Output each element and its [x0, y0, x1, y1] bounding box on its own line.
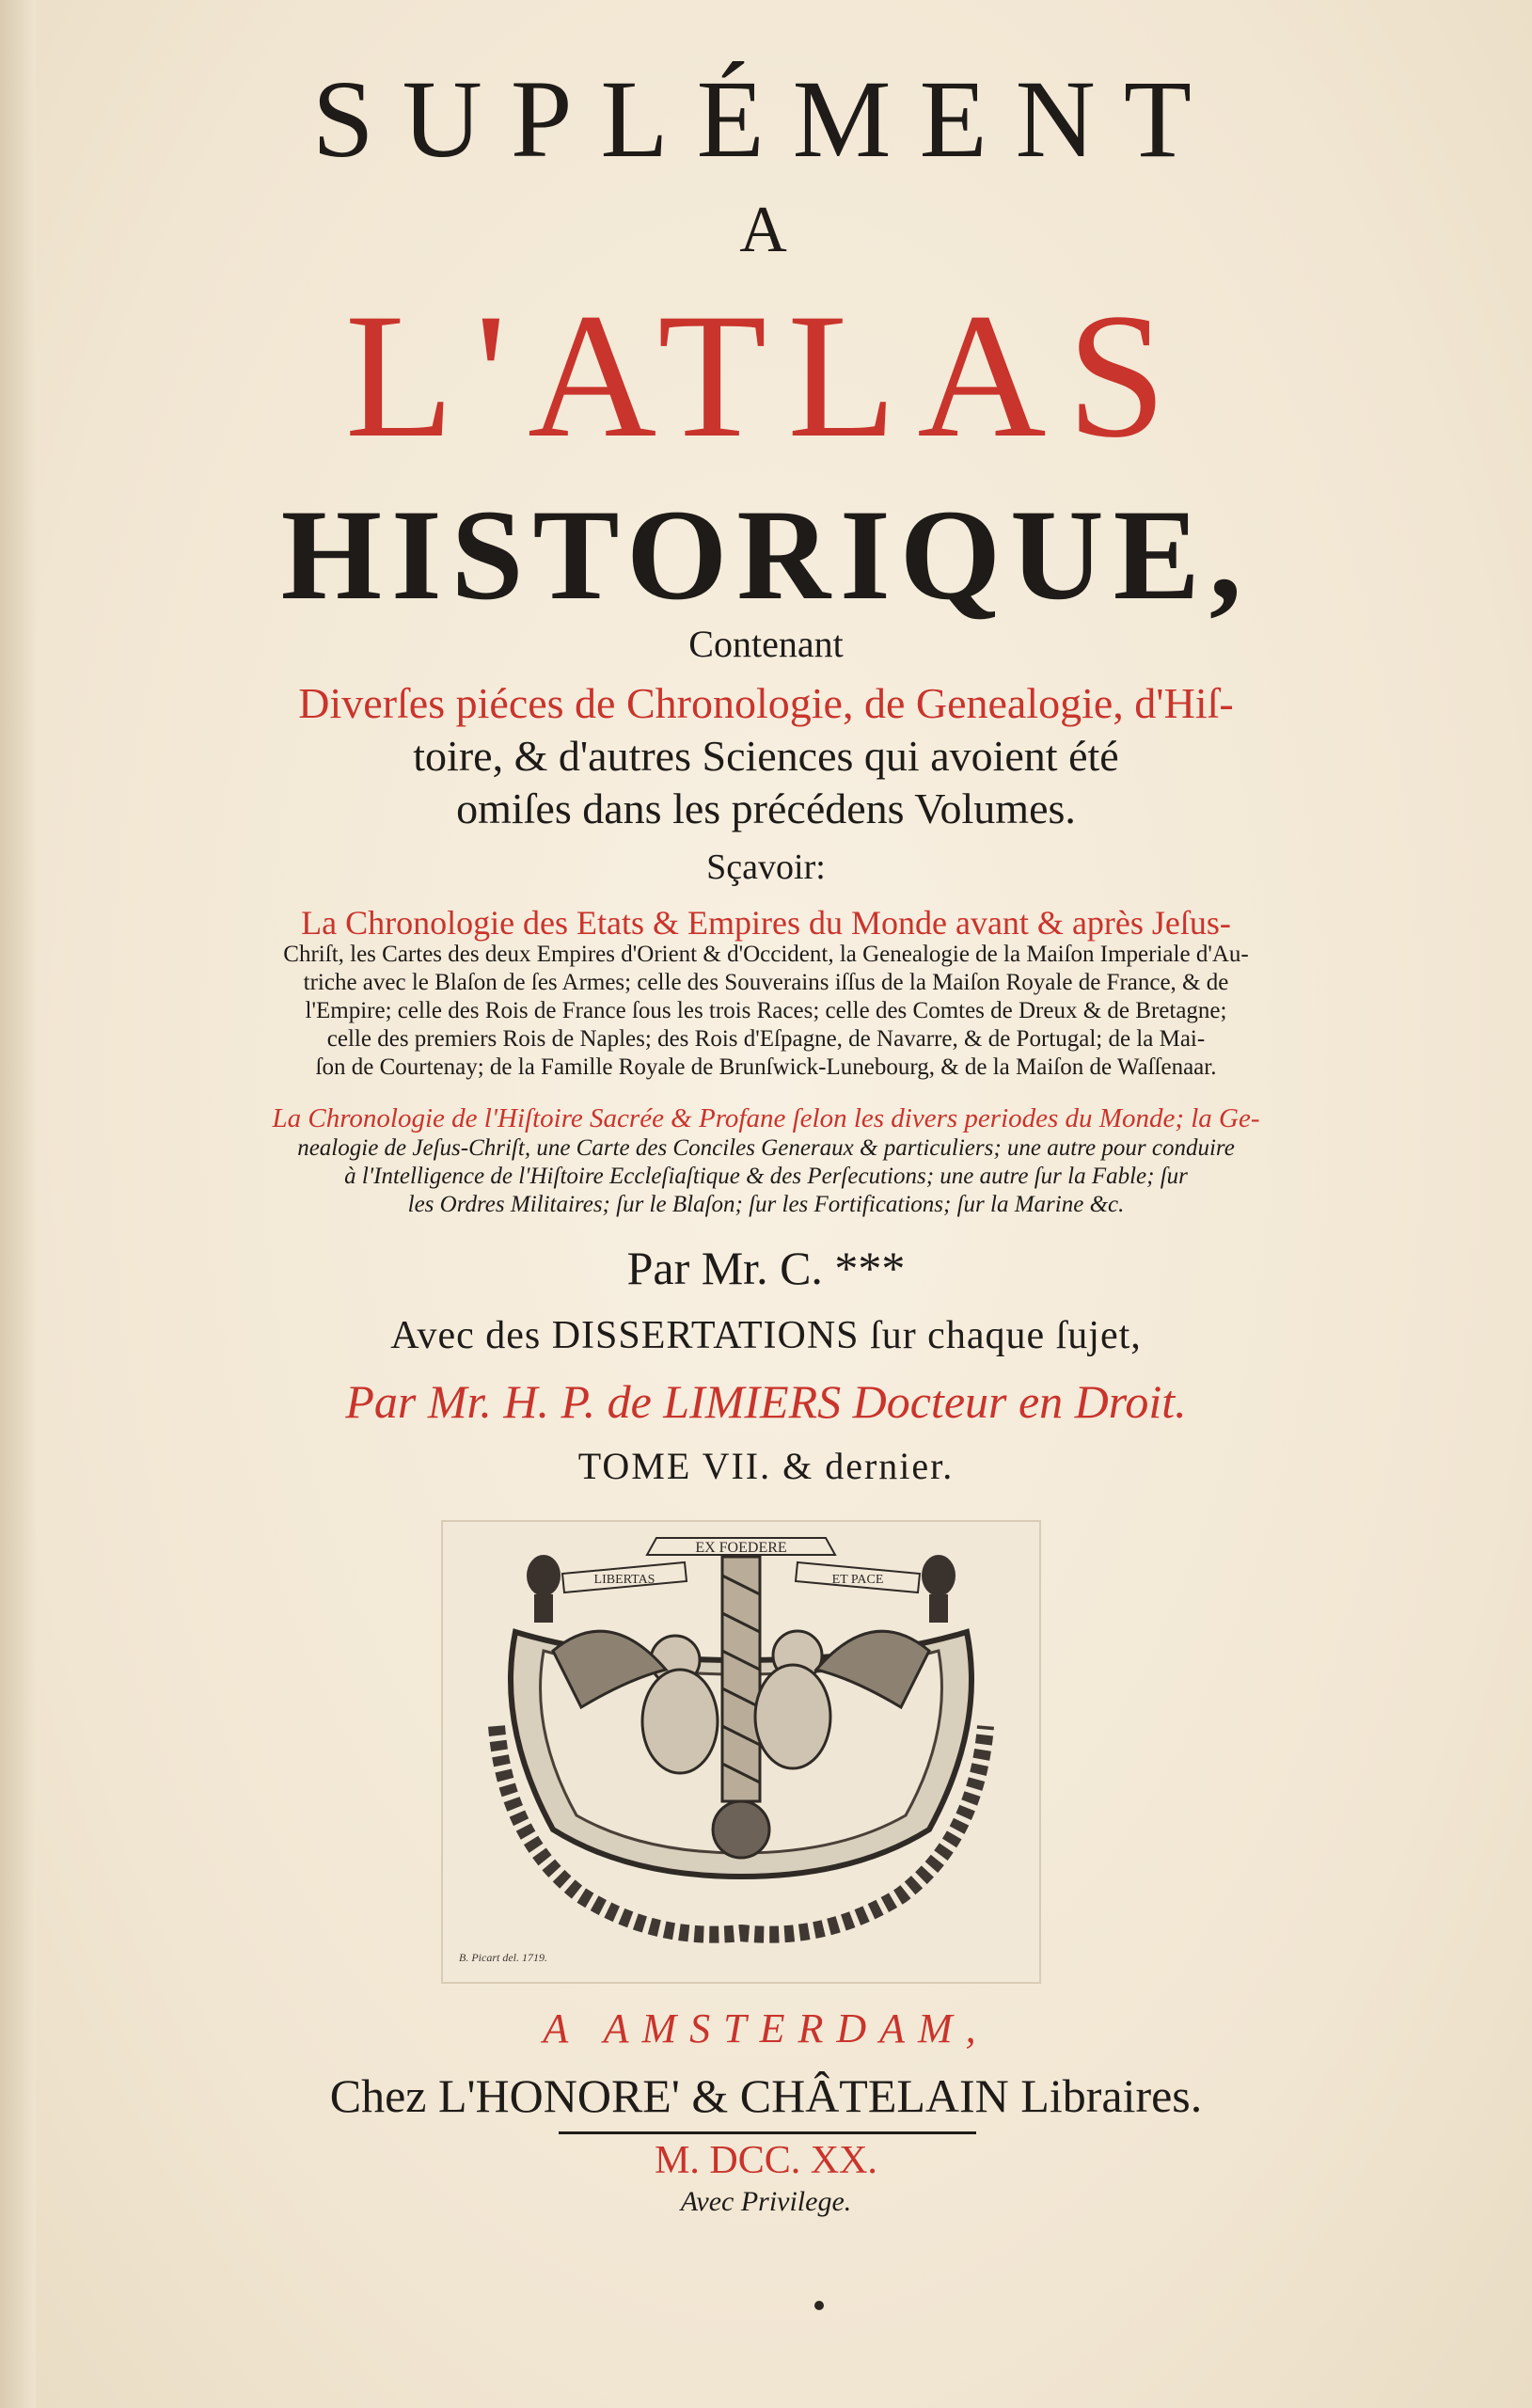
dissertations: Avec des DISSERTATIONS ſur chaque ſujet,	[390, 1314, 1142, 1357]
section2-line: les Ordres Militaires; ſur le Blaſon; ſur les Fortifications; ſur la Marine &c.	[407, 1192, 1125, 1217]
section1-line: celle des premiers Rois de Naples; des Rois d'Eſpagne, de Navarre, & de Portugal; de la Mai-	[326, 1026, 1206, 1052]
section1-line: ſon de Courtenay; de la Famille Royale de Brunſwick-Lunebourg, & de la Maiſon de Waſſenaar.	[315, 1054, 1217, 1080]
tome: TOME VII. & dernier.	[577, 1445, 955, 1487]
scavoir: Sçavoir:	[706, 848, 826, 887]
imprint-publisher: Chez L'HONORE' & CHÂTELAIN Libraires.	[329, 2069, 1203, 2122]
title-latlas: L'ATLAS	[344, 277, 1188, 475]
section2-line: nealogie de Jeſus-Chriſt, une Carte des Conciles Generaux & particuliers; une autre pour conduire	[297, 1135, 1235, 1161]
imprint-privilege: Avec Privilege.	[680, 2186, 852, 2217]
title-suplement: SUPLÉMENT	[312, 57, 1220, 181]
pieces-line-3: omiſes dans les précédens Volumes.	[456, 784, 1076, 832]
vignette-banner-left: LIBERTAS	[593, 1573, 655, 1587]
vignette-illustration	[440, 1519, 1042, 1985]
imprint-date: M. DCC. XX.	[655, 2139, 877, 2182]
section2-lead: La Chronologie de l'Hiſtoire Sacrée & Profane ſelon les divers periodes du Monde; la Ge-	[272, 1103, 1260, 1133]
ink-spot	[814, 2301, 824, 2310]
title-a: A	[739, 194, 793, 266]
section1-lead: La Chronologie des Etats & Empires du Monde avant & après Jeſus-	[301, 904, 1231, 942]
imprint-rule	[559, 2131, 976, 2134]
section1-line: triche avec le Blaſon de ſes Armes; celle des Souverains iſſus de la Maiſon Royale de France, & de	[303, 970, 1229, 995]
contenant: Contenant	[688, 623, 844, 665]
vignette-banner-right: ET PACE	[831, 1573, 884, 1587]
engraved-vignette	[440, 1519, 1042, 1985]
section1-line: l'Empire; celle des Rois de France ſous les trois Races; celle des Comtes de Dreux & de Bretagne;	[305, 998, 1227, 1023]
imprint-city: A AMSTERDAM,	[543, 2005, 989, 2052]
limiers: Par Mr. H. P. de LIMIERS Docteur en Droit.	[345, 1375, 1187, 1428]
title-historique: HISTORIQUE,	[280, 483, 1252, 626]
author: Par Mr. C. ***	[626, 1242, 906, 1294]
pieces-line-2: toire, & d'autres Sciences qui avoient été	[413, 732, 1119, 780]
vignette-signature: B. Picart del. 1719.	[459, 1951, 547, 1964]
vignette-banner-top: EX FOEDERE	[695, 1540, 787, 1556]
section2-line: à l'Intelligence de l'Hiſtoire Eccleſiaſtique & des Perſecutions; une autre ſur la Fable; ſur	[344, 1164, 1188, 1189]
section1-line: Chriſt, les Cartes des deux Empires d'Orient & d'Occident, la Genealogie de la Maiſon Imperiale d'Au-	[283, 942, 1249, 967]
pieces-line-1: Diverſes piéces de Chronologie, de Genealogie, d'Hiſ-	[298, 679, 1234, 727]
